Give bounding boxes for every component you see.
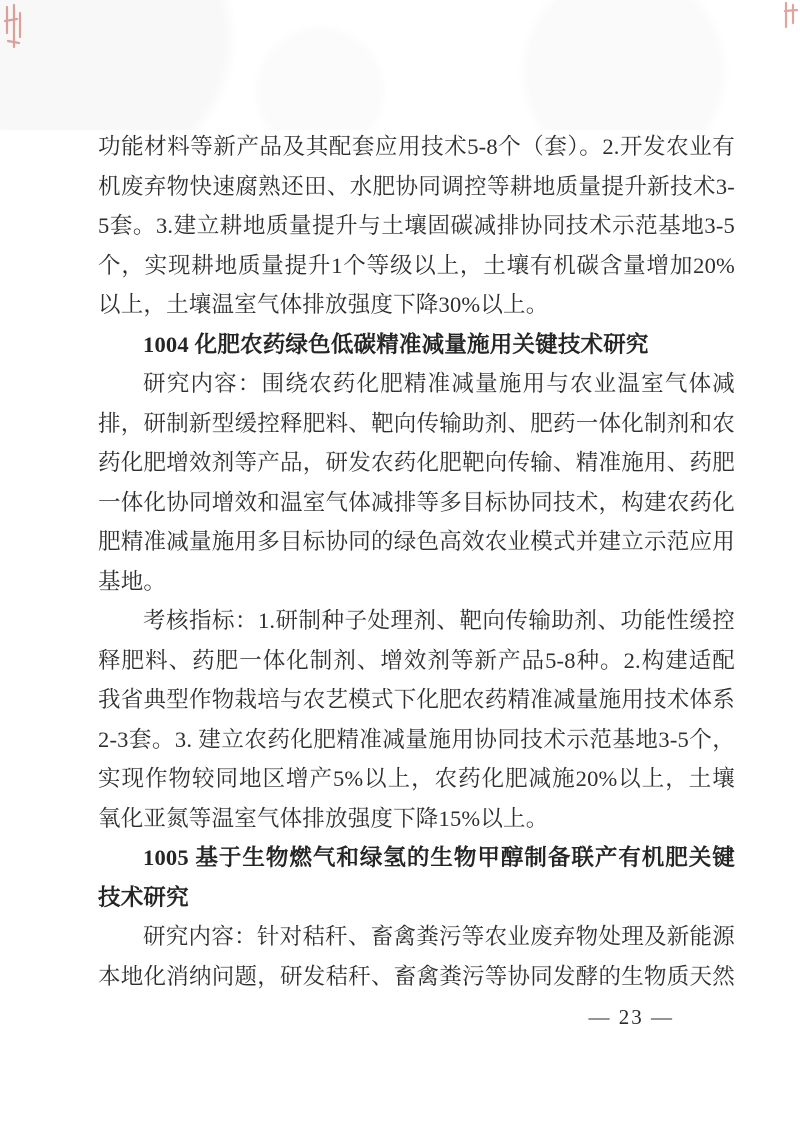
section-heading-1005: 1005 基于生物燃气和绿氢的生物甲醇制备联产有机肥关键技术研究 (98, 845, 735, 910)
section-heading-1004: 1004 化肥农药绿色低碳精准减量施用关键技术研究 (143, 331, 649, 357)
red-stamp-fragment-top-right (783, 1, 799, 36)
paragraph-research-content-1005: 研究内容：针对秸秆、畜禽粪污等农业废弃物处理及新能源本地化消纳问题，研发秸秆、畜禽粪污等协同发酵的生物质天然 (98, 924, 735, 989)
paragraph-assessment-indicators-1004: 考核指标：1.研制种子处理剂、靶向传输助剂、功能性缓控释肥料、药肥一体化制剂、增效剂等新产品5-8种。2.构建适配我省典型作物栽培与农艺模式下化肥农药精准减量施用技术体系2-3套。3. 建立农药化肥精准减量施用协同技术示范基地3-5个，实现作物较同地区增产5%以上，农药化肥减施20%以上，土壤氧化亚氮等温室气体排放强度下降15%以上。 (98, 608, 735, 831)
paragraph-research-content-1004: 研究内容：围绕农药化肥精准减量施用与农业温室气体减排，研制新型缓控释肥料、靶向传输助剂、肥药一体化制剂和农药化肥增效剂等产品，研发农药化肥靶向传输、精准施用、药肥一体化协同增效和温室气体减排等多目标协同技术，构建农药化肥精准减量施用多目标协同的绿色高效农业模式并建立示范应用基地。 (98, 371, 735, 594)
scan-noise-artifact (0, 0, 800, 130)
document-body (98, 127, 735, 996)
paragraph-continuation-assessment-indicators: 功能材料等新产品及其配套应用技术5-8个（套）。2.开发农业有机废弃物快速腐熟还田、水肥协同调控等耕地质量提升新技术3-5套。3.建立耕地质量提升与土壤固碳减排协同技术示范基地3-5个，实现耕地质量提升1个等级以上，土壤有机碳含量增加20%以上，土壤温室气体排放强度下降30%以上。 (98, 134, 735, 317)
page-number (589, 1002, 675, 1032)
page-number-text: — 23 — (588, 1005, 674, 1029)
red-stamp-fragment-top-left (3, 3, 25, 58)
